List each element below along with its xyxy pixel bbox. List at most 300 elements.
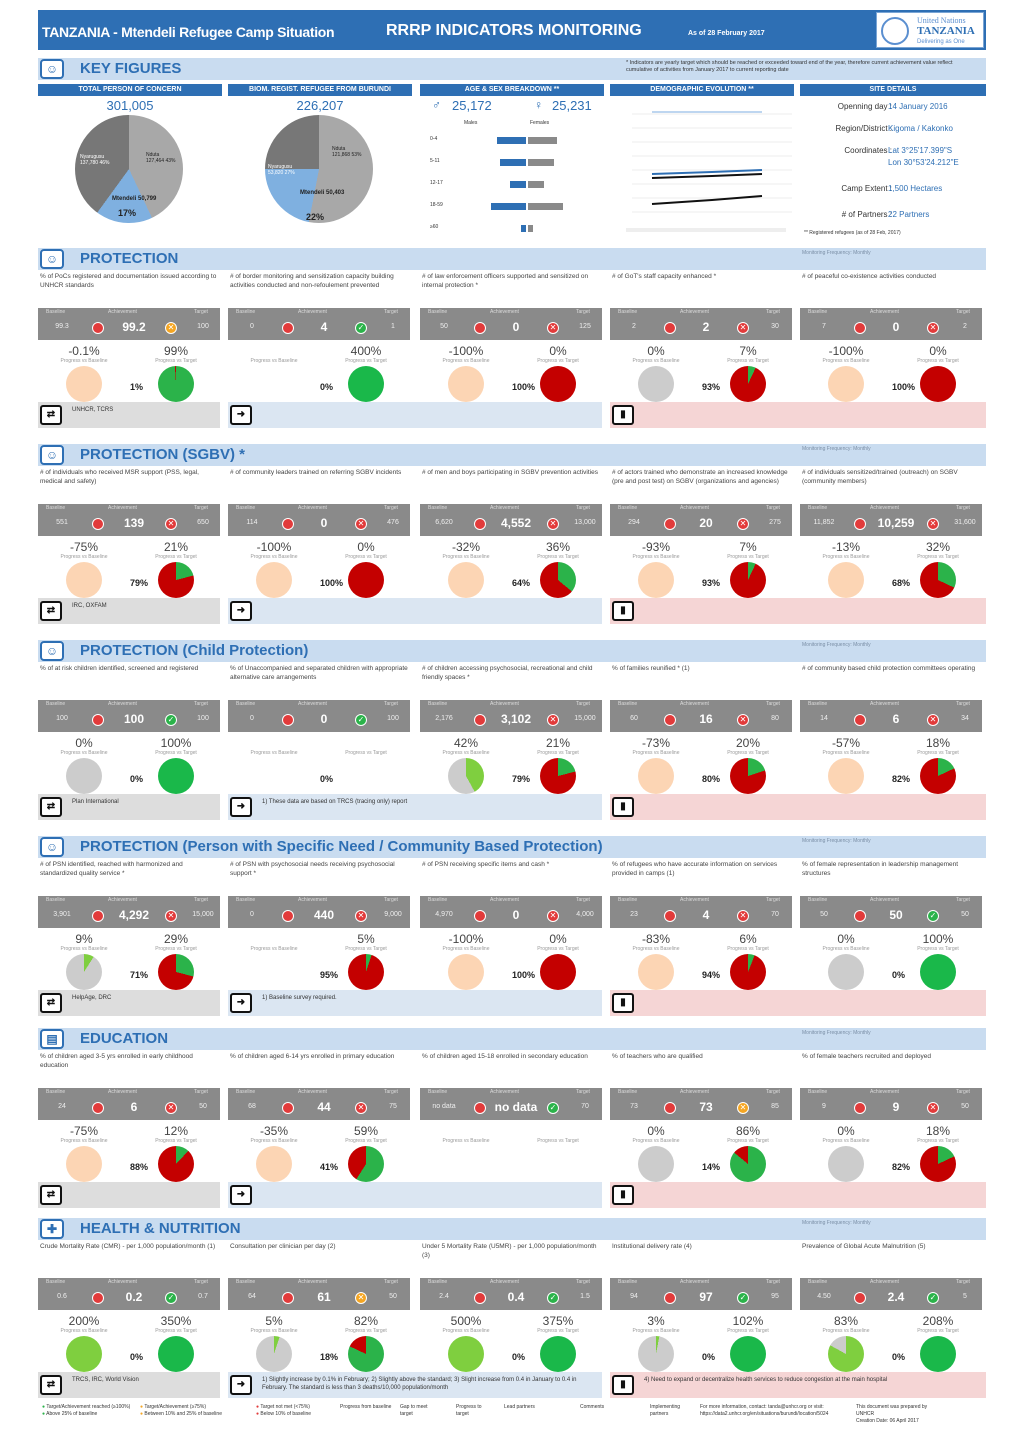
indicator-title: % of children aged 3-5 yrs enrolled in early childhood education <box>40 1053 193 1069</box>
section-title: HEALTH & NUTRITION <box>80 1220 241 1237</box>
section-footer-f2 <box>228 1182 602 1208</box>
baseline-label: Baseline <box>236 897 256 903</box>
status-dot-icon <box>92 322 104 334</box>
achievement-label: Achievement <box>490 505 519 511</box>
target-pie <box>540 1146 576 1182</box>
progress-baseline-label: Progress vs Baseline <box>60 946 108 952</box>
indicator-values <box>38 700 220 732</box>
target-value: 15,000 <box>192 911 214 918</box>
target-pie <box>348 758 384 794</box>
achievement-label: Achievement <box>108 309 137 315</box>
legend-status-3: ● Target not met (<75%) ● Below 10% of baseline <box>256 1404 312 1417</box>
baseline-label: Baseline <box>808 309 828 315</box>
indicator-values <box>800 308 982 340</box>
indicator-title: # of border monitoring and sensitization capacity building activities conducted and non-refoulement prevented <box>230 273 394 289</box>
target-status-icon: ✕ <box>355 518 367 530</box>
baseline-pie <box>638 562 674 598</box>
legend-prepared <box>856 1404 946 1425</box>
section-frequency: Monitoring Frequency: Monthly <box>802 1220 871 1226</box>
section-footer-f1 <box>38 794 220 820</box>
target-label: Target <box>194 309 208 315</box>
target-label: Target <box>384 1089 398 1095</box>
indicator-values <box>228 700 410 732</box>
target-status-icon: ✓ <box>355 714 367 726</box>
progress-baseline-value: 0% <box>647 344 665 358</box>
achievement-value: 0 <box>320 516 328 530</box>
implementing-partners-icon: ▮ <box>612 1375 634 1395</box>
section-frequency: Monitoring Frequency: Monthly <box>802 1030 871 1036</box>
partners-icon: ⇄ <box>40 1375 62 1395</box>
achievement-value: 44 <box>317 1100 331 1114</box>
baseline-value: 50 <box>440 323 448 330</box>
pyr-female-bar <box>528 225 533 232</box>
progress-baseline-value: -93% <box>641 540 670 554</box>
baseline-label: Baseline <box>808 1279 828 1285</box>
section-footer-f2 <box>228 990 602 1016</box>
progress-baseline-label: Progress vs Baseline <box>60 1138 108 1144</box>
achievement-label: Achievement <box>680 1089 709 1095</box>
section-header <box>38 248 986 270</box>
baseline-value: 24 <box>58 1103 66 1110</box>
progress-baseline-label: Progress vs Baseline <box>60 358 108 364</box>
target-status-icon: ✕ <box>165 1102 177 1114</box>
target-label: Target <box>576 1089 590 1095</box>
indicator-title: # of peaceful co-existence activities conducted <box>802 273 937 280</box>
section-footer-f2 <box>228 1372 602 1398</box>
section-frequency: Monitoring Frequency: Monthly <box>802 838 871 844</box>
implementing-partners-icon: ▮ <box>612 1185 634 1205</box>
progress-target-value: 32% <box>925 540 951 554</box>
indicator-title: # of individuals who received MSR support (PSS, legal, medical and safety) <box>40 469 199 485</box>
creation-date: Creation Date: 06 April 2017 <box>856 1418 919 1424</box>
progress-target-label: Progress vs Target <box>917 1138 959 1144</box>
target-pie <box>158 366 194 402</box>
indicator-title: % of Unaccompanied and separated children with appropriate alternative care arrangements <box>230 665 408 681</box>
baseline-value: 9 <box>822 1103 826 1110</box>
kf-total-value: 301,005 <box>106 98 154 113</box>
target-value: 75 <box>389 1103 397 1110</box>
section-footer-f1 <box>38 990 220 1016</box>
pie-label: Nduta 127,464 43% <box>146 152 176 164</box>
indicator-values <box>38 308 220 340</box>
baseline-pie <box>828 366 864 402</box>
target-status-icon: ✓ <box>165 1292 177 1304</box>
baseline-value: 2,176 <box>435 715 453 722</box>
target-status-icon: ✓ <box>927 1292 939 1304</box>
achievement-value: 440 <box>313 908 335 922</box>
achievement-label: Achievement <box>298 1279 327 1285</box>
indicator-values <box>800 504 982 536</box>
progress-target-value: 100% <box>160 736 192 750</box>
progress-target-value: 21% <box>545 736 571 750</box>
achievement-value: 0.4 <box>507 1290 525 1304</box>
pie-label: Nyarugusu 53,820 27% <box>268 164 295 176</box>
kf-male-value: 25,172 <box>452 98 492 113</box>
progress-baseline-value: -0.1% <box>68 344 100 358</box>
baseline-pie <box>828 954 864 990</box>
achievement-value: 2 <box>702 320 710 334</box>
target-status-icon: ✕ <box>737 910 749 922</box>
progress-target-label: Progress vs Target <box>917 358 959 364</box>
progress-target-label: Progress vs Target <box>917 750 959 756</box>
gap-to-target: 79% <box>512 774 531 784</box>
demographic-line-chart <box>612 100 796 240</box>
target-value: 2 <box>963 323 967 330</box>
baseline-label: Baseline <box>808 1089 828 1095</box>
baseline-label: Baseline <box>46 897 66 903</box>
header-subtitle: RRRP INDICATORS MONITORING <box>386 22 642 39</box>
baseline-label: Baseline <box>618 1089 638 1095</box>
target-value: 5 <box>963 1293 967 1300</box>
progress-baseline-value: -100% <box>448 344 484 358</box>
progress-baseline-label: Progress vs Baseline <box>442 946 490 952</box>
progress-target-value: 86% <box>735 1124 761 1138</box>
baseline-label: Baseline <box>236 1279 256 1285</box>
legend-pies-3 <box>456 1404 484 1418</box>
pyr-males-label: Males <box>464 120 478 126</box>
status-dot-icon <box>854 1292 866 1304</box>
indicator-values <box>610 504 792 536</box>
target-pie <box>920 1336 956 1372</box>
target-value: 100 <box>387 715 399 722</box>
un-emblem-icon <box>881 17 909 45</box>
pie-label: Mtendeli 50,799 <box>112 196 157 202</box>
gap-to-target: 95% <box>320 970 339 980</box>
indicator-values <box>228 896 410 928</box>
target-status-icon: ✕ <box>355 910 367 922</box>
pyr-age-label: ≥60 <box>430 224 439 230</box>
target-status-icon: ✕ <box>927 714 939 726</box>
target-pie <box>730 1146 766 1182</box>
progress-target-label: Progress vs Target <box>537 1328 579 1334</box>
target-label: Target <box>766 701 780 707</box>
achievement-value: 2.4 <box>887 1290 905 1304</box>
target-pie <box>158 758 194 794</box>
target-label: Target <box>956 309 970 315</box>
target-value: 34 <box>961 715 969 722</box>
baseline-pie <box>828 758 864 794</box>
indicator-title: # of community based child protection committees operating <box>802 665 976 672</box>
baseline-value: 294 <box>628 519 640 526</box>
section-title: PROTECTION (SGBV) * <box>80 446 246 463</box>
target-pie <box>540 954 576 990</box>
progress-target-value: 18% <box>925 1124 951 1138</box>
un-logo-text: United Nations <box>917 16 966 25</box>
indicator-title: Institutional delivery rate (4) <box>612 1243 692 1250</box>
progress-baseline-label: Progress vs Baseline <box>632 1138 680 1144</box>
target-pie <box>158 562 194 598</box>
baseline-value: 114 <box>246 519 258 526</box>
status-dot-icon <box>854 714 866 726</box>
progress-target-label: Progress vs Target <box>155 554 197 560</box>
progress-baseline-label: Progress vs Baseline <box>250 358 298 364</box>
target-value: 125 <box>579 323 591 330</box>
progress-baseline-label: Progress vs Baseline <box>60 1328 108 1334</box>
progress-baseline-value: -35% <box>259 1124 288 1138</box>
pyr-females-label: Females <box>530 120 550 126</box>
target-label: Target <box>194 505 208 511</box>
pie-label: 17% <box>118 208 137 218</box>
baseline-value: 73 <box>630 1103 638 1110</box>
gap-to-target: 100% <box>512 970 536 980</box>
section-footer-f3 <box>610 1182 986 1208</box>
target-status-icon: ✓ <box>927 910 939 922</box>
indicator-values <box>420 1278 602 1310</box>
target-status-icon: ✕ <box>547 714 559 726</box>
legend-icons <box>504 1404 554 1411</box>
achievement-value: 4,292 <box>118 908 150 922</box>
progress-target-value: 5% <box>357 932 375 946</box>
target-value: 70 <box>771 911 779 918</box>
footer-text: 1) Slightly increase by 0.1% in February; 2) Slightly above the standard; 3) Slight increase from 0.4 in January to 0.4 in February. The standard is less than 3 deaths/10,000 population/month <box>262 1377 577 1391</box>
progress-target-label: Progress vs Target <box>917 1328 959 1334</box>
indicator-values <box>420 504 602 536</box>
progress-baseline-label: Progress vs Baseline <box>250 1328 298 1334</box>
comments-icon: ➜ <box>230 993 252 1013</box>
gap-to-target: 93% <box>702 578 721 588</box>
progress-target-value: 0% <box>357 540 375 554</box>
baseline-label: Baseline <box>428 897 448 903</box>
baseline-value: 23 <box>630 911 638 918</box>
achievement-label: Achievement <box>490 309 519 315</box>
comments-icon: ➜ <box>230 1375 252 1395</box>
progress-baseline-value: -100% <box>448 932 484 946</box>
achievement-value: 16 <box>699 712 713 726</box>
target-value: 15,000 <box>574 715 596 722</box>
legend-item: Progress from baseline <box>340 1404 392 1410</box>
section-footer-f3 <box>610 794 986 820</box>
comments-icon: ➜ <box>230 601 252 621</box>
implementing-partners-icon: ▮ <box>612 405 634 425</box>
target-pie <box>730 366 766 402</box>
baseline-pie <box>638 1146 674 1182</box>
baseline-pie <box>638 366 674 402</box>
baseline-value: 0 <box>250 715 254 722</box>
baseline-pie <box>256 562 292 598</box>
progress-baseline-value: 42% <box>453 736 479 750</box>
gap-to-target: 88% <box>130 1162 149 1172</box>
target-value: 31,600 <box>954 519 976 526</box>
target-label: Target <box>384 701 398 707</box>
target-pie <box>540 1336 576 1372</box>
baseline-label: Baseline <box>808 505 828 511</box>
target-pie <box>730 758 766 794</box>
pie-label: Nyarugusu 137,780 46% <box>80 154 110 166</box>
status-dot-icon <box>92 714 104 726</box>
indicator-title: # of GoT's staff capacity enhanced * <box>612 273 717 280</box>
legend-icons-2 <box>580 1404 628 1411</box>
achievement-label: Achievement <box>108 1279 137 1285</box>
baseline-label: Baseline <box>808 897 828 903</box>
indicator-title: # of men and boys participating in SGBV prevention activities <box>422 469 598 476</box>
legend-item: Comments <box>580 1404 605 1410</box>
gap-to-target: 0% <box>512 1352 526 1362</box>
achievement-label: Achievement <box>108 701 137 707</box>
indicator-values <box>420 1088 602 1120</box>
target-value: 1 <box>391 323 395 330</box>
baseline-value: 4,970 <box>435 911 453 918</box>
indicator-values <box>420 896 602 928</box>
progress-baseline-label: Progress vs Baseline <box>250 946 298 952</box>
gap-to-target: 0% <box>130 774 144 784</box>
prepared-text: This document was prepared by UNHCR <box>856 1404 928 1417</box>
legend-item: Between 10% and 25% of baseline <box>144 1411 222 1417</box>
progress-target-label: Progress vs Target <box>345 946 387 952</box>
site-detail-value: 14 January 2016 <box>888 102 948 111</box>
target-label: Target <box>576 701 590 707</box>
implementing-partners-icon: ▮ <box>612 601 634 621</box>
target-value: 95 <box>771 1293 779 1300</box>
baseline-label: Baseline <box>428 505 448 511</box>
achievement-value: 0.2 <box>125 1290 143 1304</box>
target-pie <box>920 562 956 598</box>
status-dot-icon <box>474 322 486 334</box>
status-dot-icon <box>282 910 294 922</box>
progress-target-label: Progress vs Target <box>155 946 197 952</box>
target-label: Target <box>384 897 398 903</box>
section-header <box>38 1028 986 1050</box>
status-dot-icon <box>854 910 866 922</box>
footer-text: UNHCR, TCRS <box>72 407 114 413</box>
indicator-title: # of PSN with psychosocial needs receiving psychosocial support * <box>230 861 395 877</box>
kf-total-header: TOTAL PERSON OF CONCERN <box>38 84 222 96</box>
achievement-value: 20 <box>699 516 713 530</box>
key-figures-title: KEY FIGURES <box>80 60 182 77</box>
indicator-title: % of children aged 15-18 enrolled in secondary education <box>422 1053 588 1060</box>
comments-icon: ➜ <box>230 1185 252 1205</box>
status-dot-icon <box>282 1292 294 1304</box>
site-detail-label: # of Partners : <box>841 210 892 219</box>
progress-target-value: 0% <box>549 932 567 946</box>
indicator-title: % of refugees who have accurate information on services provided in camps (1) <box>612 861 778 877</box>
legend-item: Below 10% of baseline <box>260 1411 312 1417</box>
indicator-values <box>420 308 602 340</box>
achievement-label: Achievement <box>108 1089 137 1095</box>
key-figures-note: * Indicators are yearly target which should be reached or exceeded toward end of the year, therefore current achievement value reflect cumulative of activities from January 2017 to current reporting date <box>626 60 953 73</box>
legend-icons-3 <box>650 1404 690 1418</box>
gap-to-target: 100% <box>512 382 536 392</box>
target-label: Target <box>384 1279 398 1285</box>
baseline-pie <box>66 1336 102 1372</box>
target-pie <box>158 1146 194 1182</box>
achievement-label: Achievement <box>490 1089 519 1095</box>
gap-to-target: 0% <box>320 382 334 392</box>
target-status-icon: ✕ <box>927 322 939 334</box>
baseline-label: Baseline <box>46 505 66 511</box>
target-value: 50 <box>199 1103 207 1110</box>
progress-baseline-value: 3% <box>647 1314 665 1328</box>
baseline-label: Baseline <box>46 309 66 315</box>
indicator-values <box>420 700 602 732</box>
site-detail-label: Openning day : <box>837 102 892 111</box>
people-icon: ☺ <box>40 59 64 79</box>
progress-target-label: Progress vs Target <box>727 750 769 756</box>
status-dot-icon <box>664 714 676 726</box>
partners-icon: ⇄ <box>40 601 62 621</box>
progress-target-label: Progress vs Target <box>917 554 959 560</box>
status-dot-icon <box>92 1292 104 1304</box>
target-value: 1.5 <box>580 1293 590 1300</box>
baseline-value: 64 <box>248 1293 256 1300</box>
indicator-title: % of families reunified * (1) <box>612 665 690 672</box>
section-header <box>38 640 986 662</box>
target-value: 50 <box>961 911 969 918</box>
legend-item: Target/Achievement (≥75%) <box>144 1404 207 1410</box>
target-value: 80 <box>771 715 779 722</box>
gap-to-target: 94% <box>702 970 721 980</box>
baseline-pie <box>66 562 102 598</box>
indicator-title: % of female teachers recruited and deployed <box>802 1053 931 1060</box>
target-pie <box>540 366 576 402</box>
progress-target-value: 20% <box>735 736 761 750</box>
baseline-value: 551 <box>56 519 68 526</box>
footer-text: 4) Need to expand or decentralize health services to reduce congestion at the main hospital <box>644 1377 888 1383</box>
legend-item: Implementing partners <box>650 1404 681 1417</box>
achievement-value: 100 <box>123 712 145 726</box>
achievement-value: 0 <box>512 320 520 334</box>
status-dot-icon <box>474 518 486 530</box>
baseline-value: 0.6 <box>57 1293 67 1300</box>
pie-label: Mtendeli 50,403 <box>300 190 345 196</box>
site-detail-value: Lat 3°25'17.399"S <box>888 146 953 155</box>
target-label: Target <box>194 1089 208 1095</box>
progress-baseline-value: 0% <box>837 932 855 946</box>
baseline-value: 0 <box>250 323 254 330</box>
pyr-male-bar <box>510 181 526 188</box>
footer-text: 1) Baseline survey required. <box>262 995 337 1001</box>
achievement-label: Achievement <box>870 309 899 315</box>
pyr-male-bar <box>500 159 526 166</box>
indicator-values <box>228 308 410 340</box>
implementing-partners-icon: ▮ <box>612 993 634 1013</box>
achievement-label: Achievement <box>490 701 519 707</box>
status-dot-icon <box>282 714 294 726</box>
gap-to-target: 0% <box>702 1352 716 1362</box>
page-header <box>38 10 986 50</box>
progress-target-label: Progress vs Target <box>727 358 769 364</box>
progress-target-value: 21% <box>163 540 189 554</box>
target-pie <box>158 1336 194 1372</box>
target-pie <box>730 954 766 990</box>
indicator-values <box>228 504 410 536</box>
status-dot-icon <box>474 1292 486 1304</box>
indicator-values <box>38 1278 220 1310</box>
progress-baseline-value: 500% <box>450 1314 482 1328</box>
achievement-label: Achievement <box>680 701 709 707</box>
progress-target-value: 82% <box>353 1314 379 1328</box>
section-title: PROTECTION (Child Protection) <box>80 642 309 659</box>
progress-target-label: Progress vs Target <box>537 750 579 756</box>
achievement-label: Achievement <box>680 309 709 315</box>
baseline-label: Baseline <box>618 1279 638 1285</box>
target-value: 650 <box>197 519 209 526</box>
kf-biom-header: BIOM. REGIST. REFUGEE FROM BURUNDI <box>228 84 412 96</box>
header-title: TANZANIA - Mtendeli Refugee Camp Situation <box>42 24 335 40</box>
target-status-icon: ✓ <box>165 714 177 726</box>
indicator-title: Consultation per clinician per day (2) <box>230 1243 336 1250</box>
progress-target-label: Progress vs Target <box>155 1138 197 1144</box>
target-status-icon: ✕ <box>737 1102 749 1114</box>
target-value: 50 <box>389 1293 397 1300</box>
achievement-label: Achievement <box>870 1089 899 1095</box>
pyr-female-bar <box>528 159 554 166</box>
section-header <box>38 444 986 466</box>
progress-baseline-value: -75% <box>69 540 98 554</box>
section-title: PROTECTION (Person with Specific Need / Community Based Protection) <box>80 838 603 855</box>
section-footer-f3 <box>610 990 986 1016</box>
progress-target-value: 400% <box>350 344 382 358</box>
target-label: Target <box>956 701 970 707</box>
